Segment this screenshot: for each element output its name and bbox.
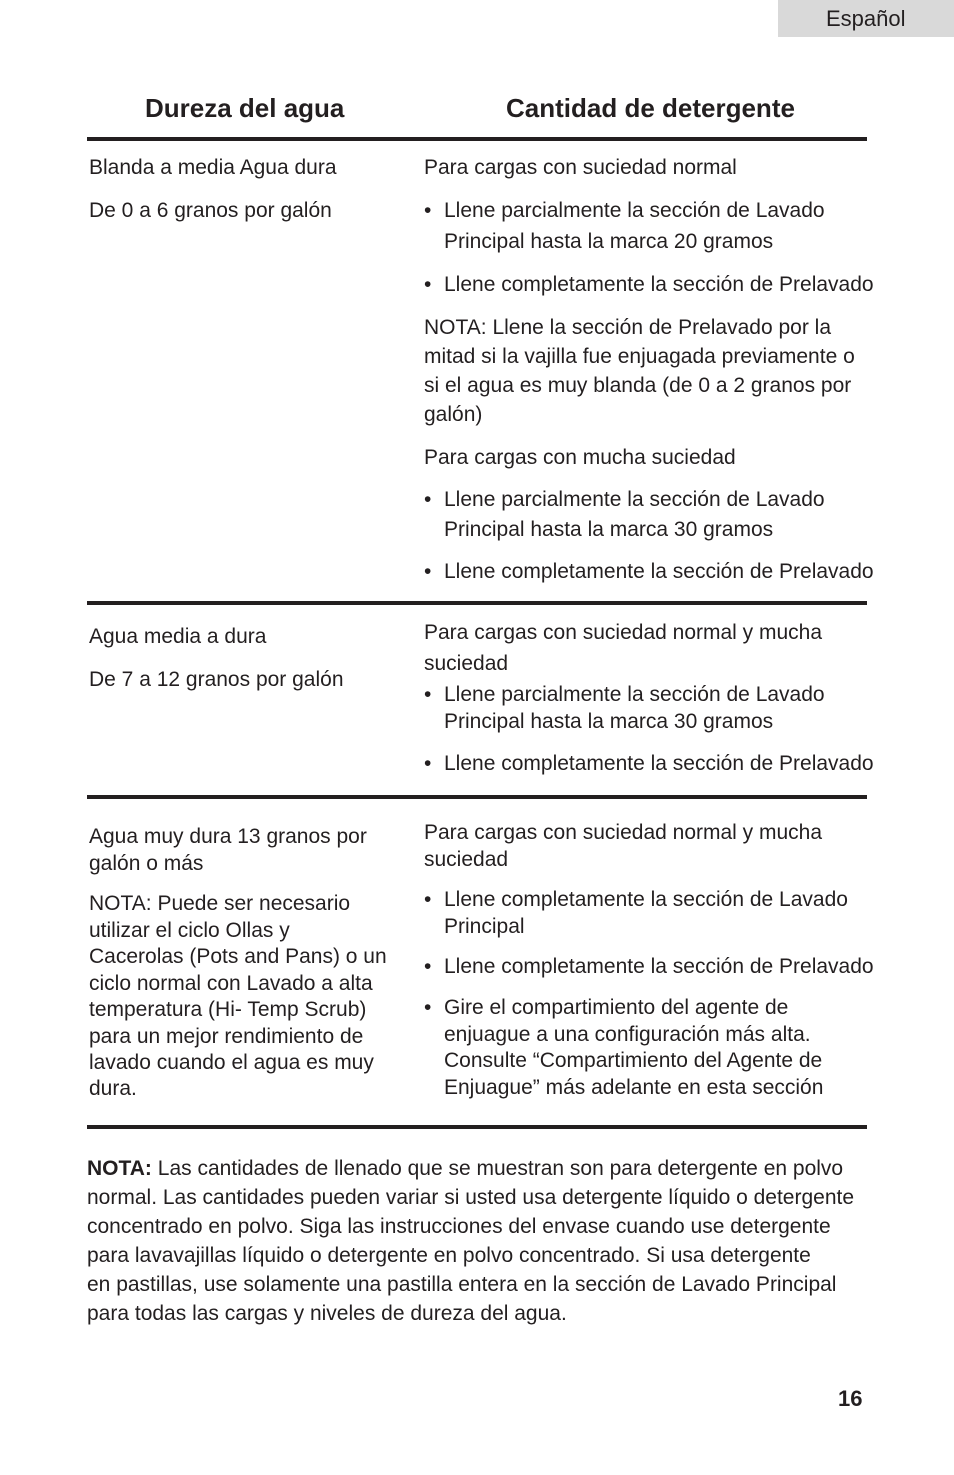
row3-note-line: dura. — [89, 1077, 137, 1100]
row3-intro-line: Para cargas con suciedad normal y mucha — [424, 821, 823, 844]
bullet-line: Llene parcialmente la sección de Lavado — [444, 683, 825, 706]
bullet-line: Principal — [444, 915, 525, 938]
row3-note-line: ciclo normal con Lavado a alta — [89, 972, 373, 995]
footer-note-line: en pastillas, use solamente una pastilla entera en la sección de Lavado Principal — [87, 1273, 837, 1296]
row3-note-line: utilizar el ciclo Ollas y — [89, 919, 290, 942]
row1-note-line: NOTA: Llene la sección de Prelavado por la — [424, 316, 831, 339]
bullet-line: enjuague a una configuración más alta. — [444, 1023, 811, 1046]
bullet-mark: • — [424, 996, 432, 1019]
column-header-amount: Cantidad de detergente — [506, 93, 795, 123]
row1-grains: De 0 a 6 granos por galón — [89, 199, 332, 222]
row1-intro: Para cargas con suciedad normal — [424, 156, 737, 179]
footer-note-line: concentrado en polvo. Siga las instrucciones del envase cuando use detergente — [87, 1215, 831, 1238]
row2-intro-line: suciedad — [424, 652, 509, 675]
bullet-mark: • — [424, 199, 432, 222]
bullet-mark: • — [424, 488, 432, 511]
bullet-mark: • — [424, 955, 432, 978]
bullet-line: Llene completamente la sección de Prelavado — [444, 752, 874, 775]
row3-note-line: Cacerolas (Pots and Pans) o un — [89, 945, 387, 968]
language-tab: Español — [778, 0, 954, 37]
bullet-line: Consulte “Compartimiento del Agente de — [444, 1049, 823, 1072]
bullet-line: Llene parcialmente la sección de Lavado — [444, 199, 825, 222]
row2-intro-line: Para cargas con suciedad normal y mucha — [424, 621, 823, 644]
bullet-line: Principal hasta la marca 30 gramos — [444, 710, 774, 733]
page-number: 16 — [838, 1386, 863, 1411]
footer-note-line — [87, 1154, 843, 1183]
bullet-mark: • — [424, 752, 432, 775]
row3-note-line: lavado cuando el agua es muy — [89, 1051, 374, 1074]
bullet-line: Enjuague” más adelante en esta sección — [444, 1076, 824, 1099]
footer-note-line: normal. Las cantidades pueden variar si usted usa detergente líquido o detergente — [87, 1186, 855, 1209]
bullet-line: Llene completamente la sección de Prelavado — [444, 955, 874, 978]
row1-hardness-label: Blanda a media Agua dura — [89, 156, 337, 179]
row2-hardness-label: Agua media a dura — [89, 625, 267, 648]
footer-note-text: Las cantidades de llenado que se muestran son para detergente en polvo — [151, 1157, 844, 1180]
table-rule-row1 — [87, 601, 867, 605]
table-rule-row2 — [87, 795, 867, 799]
bullet-mark: • — [424, 273, 432, 296]
row3-hardness-line: galón o más — [89, 852, 204, 875]
bullet-line: Llene completamente la sección de Prelavado — [444, 273, 874, 296]
bullet-line: Llene parcialmente la sección de Lavado — [444, 488, 825, 511]
table-rule-top — [87, 137, 867, 141]
row3-hardness-line: Agua muy dura 13 granos por — [89, 825, 367, 848]
footer-note-line: para todas las cargas y niveles de dureza del agua. — [87, 1302, 567, 1325]
bullet-line: Gire el compartimiento del agente de — [444, 996, 789, 1019]
column-header-hardness: Dureza del agua — [145, 93, 345, 123]
bullet-line: Principal hasta la marca 20 gramos — [444, 230, 774, 253]
row3-note-line: NOTA: Puede ser necesario — [89, 892, 351, 915]
bullet-line: Principal hasta la marca 30 gramos — [444, 518, 774, 541]
table-rule-bottom — [87, 1125, 867, 1129]
row3-note-line: para un mejor rendimiento de — [89, 1025, 364, 1048]
footer-note-line: para lavavajillas líquido o detergente en polvo concentrado. Si usa detergente — [87, 1244, 811, 1267]
row3-note-line: temperatura (Hi- Temp Scrub) — [89, 998, 367, 1021]
row3-intro-line: suciedad — [424, 848, 509, 871]
row2-grains: De 7 a 12 granos por galón — [89, 668, 344, 691]
bullet-line: Llene completamente la sección de Lavado — [444, 888, 848, 911]
row1-note-line: si el agua es muy blanda (de 0 a 2 granos por — [424, 374, 852, 397]
row1-heavy-intro: Para cargas con mucha suciedad — [424, 446, 736, 469]
bullet-mark: • — [424, 560, 432, 583]
bullet-line: Llene completamente la sección de Prelavado — [444, 560, 874, 583]
row1-note-line: galón) — [424, 403, 483, 426]
bullet-mark: • — [424, 683, 432, 706]
footer-note-label: NOTA: — [87, 1157, 152, 1180]
bullet-mark: • — [424, 888, 432, 911]
row1-note-line: mitad si la vajilla fue enjuagada previamente o — [424, 345, 855, 368]
